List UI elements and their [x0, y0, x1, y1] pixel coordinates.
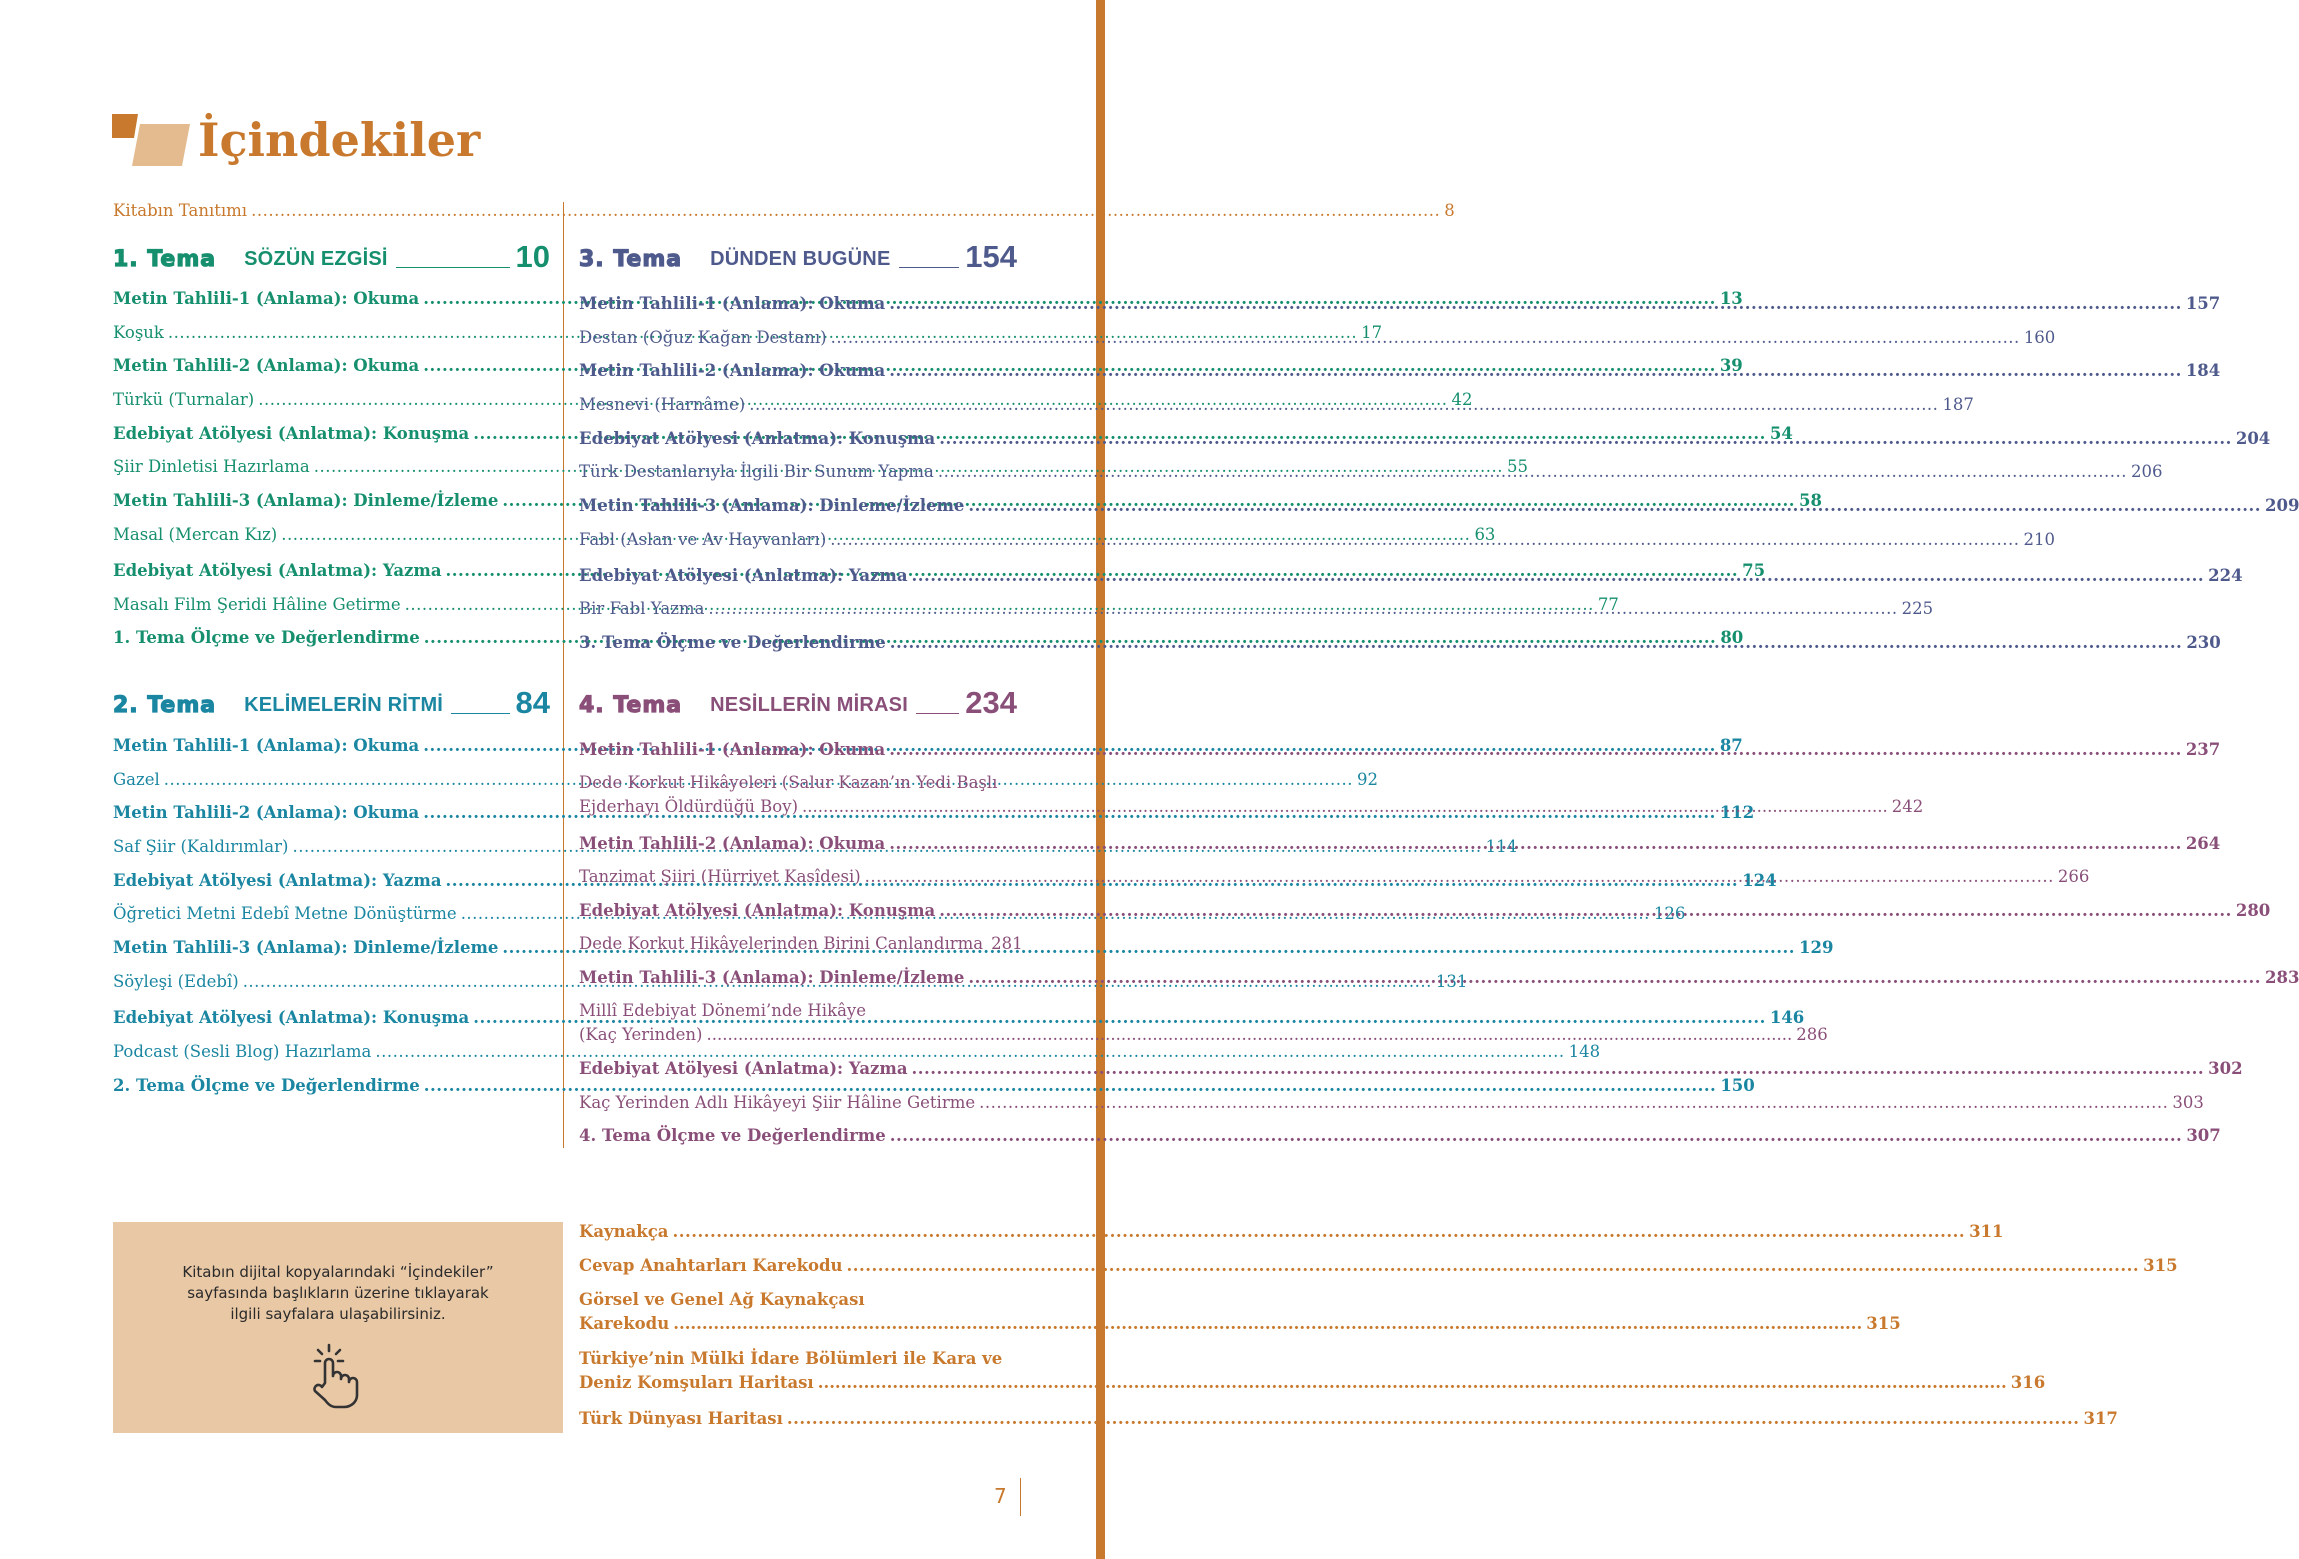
page-number-rule [1020, 1478, 1021, 1516]
leader-dots [830, 529, 2019, 551]
theme-rule [916, 713, 959, 715]
leader-dots [708, 598, 1897, 620]
leader-dots [939, 900, 2232, 922]
toc-entry-label: Ejderhayı Öldürdüğü Boy) [579, 797, 799, 816]
leader-dots [847, 1255, 2140, 1277]
toc-entry-page: 286 [1796, 1025, 1828, 1044]
leader-dots [889, 293, 2182, 315]
toc-entry[interactable] [113, 355, 1743, 377]
toc-entry-page: 302 [2208, 1059, 2243, 1078]
toc-entry-page: 124 [1742, 871, 1777, 890]
toc-entry-label-line1: Dede Korkut Hikâyeleri (Salur Kazan’ın Yedi Başlı [579, 773, 998, 792]
toc-entry-page: 210 [2023, 530, 2055, 549]
toc-entry-page: 146 [1769, 1008, 1805, 1027]
theme-number: 1. Tema [113, 247, 217, 272]
leader-dots [749, 394, 1938, 416]
theme-number: 4. Tema [579, 693, 683, 718]
info-text-line: ilgili sayfalara ulaşabilirsiniz. [230, 1305, 446, 1323]
toc-entry-page: 80 [1720, 628, 1744, 647]
toc-entry-label: Türkü (Turnalar) [113, 390, 255, 409]
toc-entry-label: Şiir Dinletisi Hazırlama [113, 457, 310, 476]
theme-number: 2. Tema [113, 693, 217, 718]
toc-entry-page: 75 [1742, 561, 1766, 580]
toc-entry-page: 264 [2185, 834, 2221, 853]
leader-dots [831, 327, 2020, 349]
toc-entry-label: Metin Tahlili-3 (Anlama): Dinleme/İzleme [579, 968, 965, 987]
toc-entry-appendix[interactable] [579, 1347, 2046, 1395]
toc-entry-label: Fabl (Aslan ve Av Hayvanları) [579, 530, 827, 549]
leader-dots [818, 1371, 2007, 1395]
toc-entry-label: Metin Tahlili-1 (Anlama): Okuma [113, 289, 420, 308]
toc-entry-label: Metin Tahlili-1 (Anlama): Okuma [579, 294, 886, 313]
toc-entry-label: 4. Tema Ölçme ve Değerlendirme [579, 1126, 886, 1145]
toc-entry-page: 307 [2186, 1126, 2221, 1145]
toc-entry[interactable] [579, 1058, 2243, 1080]
theme-name: SÖZÜN EZGİSİ [244, 248, 388, 270]
toc-entry-label: Tanzimat Şiiri (Hürriyet Kasîdesi) [579, 867, 861, 886]
toc-entry-label: Edebiyat Atölyesi (Anlatma): Konuşma [579, 901, 936, 920]
title-decoration-icon [112, 114, 192, 166]
leader-dots [251, 200, 1440, 222]
theme-rule [899, 267, 960, 269]
toc-entry-page: 17 [1361, 323, 1383, 342]
toc-entry-label: Metin Tahlili-3 (Anlama): Dinleme/İzleme [113, 938, 499, 957]
theme-page: 84 [515, 685, 550, 720]
toc-entry-appendix[interactable] [579, 1255, 2178, 1277]
toc-entry-page: 184 [2185, 361, 2221, 380]
toc-entry[interactable] [579, 1092, 2204, 1114]
toc-entry-page: 58 [1799, 491, 1822, 510]
toc-entry[interactable] [113, 288, 1743, 310]
leader-dots [890, 1125, 2183, 1147]
toc-entry-label: Masal (Mercan Kız) [113, 525, 278, 544]
toc-entry-label: Edebiyat Atölyesi (Anlatma): Konuşma [579, 429, 936, 448]
page-number: 7 [994, 1484, 1007, 1508]
toc-entry-label: Koşuk [113, 323, 164, 342]
theme-header-4[interactable] [579, 684, 1017, 720]
leader-dots [889, 833, 2182, 855]
toc-entry-page: 316 [2010, 1373, 2046, 1392]
toc-entry-label: Podcast (Sesli Blog) Hazırlama [113, 1042, 372, 1061]
toc-entry-label: Metin Tahlili-2 (Anlama): Okuma [113, 356, 420, 375]
theme-page: 154 [965, 239, 1017, 274]
toc-entry-label: Destan (Oğuz Kağan Destanı) [579, 328, 827, 347]
toc-entry-label: Edebiyat Atölyesi (Anlatma): Konuşma [113, 1008, 470, 1027]
toc-entry-page: 150 [1720, 1076, 1755, 1095]
leader-dots [912, 565, 2205, 587]
leader-dots [865, 866, 2054, 888]
theme-rule [396, 267, 510, 269]
page-title: İçindekiler [198, 113, 481, 167]
toc-entry-label: Masalı Film Şeridi Hâline Getirme [113, 595, 401, 614]
toc-entry-page: 242 [1891, 797, 1924, 816]
toc-entry-label: 1. Tema Ölçme ve Değerlendirme [113, 628, 420, 647]
toc-entry[interactable] [113, 560, 1766, 582]
theme-page: 234 [965, 685, 1017, 720]
toc-entry-label: (Kaç Yerinden) [579, 1025, 703, 1044]
info-text [113, 1262, 563, 1325]
toc-entry-label: Kaç Yerinden Adlı Hikâyeyi Şiir Hâline Getirme [579, 1093, 976, 1112]
toc-entry-label: Öğretici Metni Edebî Metne Dönüştürme [113, 904, 457, 923]
leader-dots [939, 428, 2232, 450]
toc-entry-page: 280 [2235, 901, 2271, 920]
theme-number: 3. Tema [579, 247, 683, 272]
toc-entry-label-line1: Türkiye’nin Mülki İdare Bölümleri ile Kara ve [579, 1349, 1003, 1368]
toc-entry-page: 114 [1485, 837, 1518, 856]
toc-entry-page: 8 [1444, 201, 1455, 220]
toc-entry-label: Deniz Komşuları Haritası [579, 1373, 814, 1392]
toc-entry-label: Gazel [113, 770, 160, 789]
toc-entry-label: Edebiyat Atölyesi (Anlatma): Yazma [579, 566, 908, 585]
toc-entry-page: 303 [2172, 1093, 2204, 1112]
toc-entry-page: 204 [2235, 429, 2271, 448]
toc-entry-page: 225 [1901, 599, 1934, 618]
toc-entry-page: 77 [1597, 595, 1619, 614]
theme-name: NESİLLERİN MİRASI [710, 694, 908, 716]
toc-entry-page: 63 [1474, 525, 1496, 544]
toc-entry-page: 112 [1719, 803, 1755, 822]
leader-dots [968, 967, 2261, 989]
toc-entry-label: Metin Tahlili-2 (Anlama): Okuma [113, 803, 420, 822]
toc-entry-label: Metin Tahlili-1 (Anlama): Okuma [113, 736, 420, 755]
info-text-line: sayfasında başlıkların üzerine tıklayarak [187, 1284, 489, 1302]
theme-name: DÜNDEN BUGÜNE [710, 248, 891, 270]
theme-header-3[interactable] [579, 238, 1017, 274]
toc-entry-label: Edebiyat Atölyesi (Anlatma): Yazma [113, 871, 442, 890]
toc-entry-label: Metin Tahlili-3 (Anlama): Dinleme/İzleme [113, 491, 499, 510]
toc-entry-label: Edebiyat Atölyesi (Anlatma): Yazma [113, 561, 442, 580]
leader-dots [672, 1221, 1965, 1243]
tap-hand-icon [309, 1343, 361, 1409]
toc-entry-label: Metin Tahlili-1 (Anlama): Okuma [579, 740, 886, 759]
toc-entry-label: Metin Tahlili-2 (Anlama): Okuma [579, 361, 886, 380]
toc-entry-page: 187 [1942, 395, 1974, 414]
toc-entry-label: Saf Şiir (Kaldırımlar) [113, 837, 289, 856]
toc-entry-page: 131 [1435, 972, 1468, 991]
toc-entry-appendix[interactable] [579, 1221, 2004, 1243]
toc-entry-page: 317 [2083, 1409, 2118, 1428]
toc-entry-page: 160 [2023, 328, 2056, 347]
toc-entry-page: 237 [2185, 740, 2221, 759]
leader-dots [912, 1058, 2205, 1080]
info-text-line: Kitabın dijital kopyalarındaki “İçindekiler” [182, 1263, 494, 1281]
theme-page: 10 [515, 239, 550, 274]
toc-entry[interactable] [579, 1125, 2221, 1147]
toc-entry-label: 2. Tema Ölçme ve Değerlendirme [113, 1076, 420, 1095]
toc-entry-appendix[interactable] [579, 1408, 2118, 1430]
leader-dots [889, 739, 2182, 761]
leader-dots [673, 1312, 1862, 1336]
toc-entry[interactable] [113, 1075, 1755, 1097]
leader-dots [890, 632, 2183, 654]
toc-entry-page: 209 [2265, 496, 2299, 515]
toc-entry-label: Metin Tahlili-2 (Anlama): Okuma [579, 834, 886, 853]
toc-entry[interactable] [113, 423, 1793, 445]
theme-name: KELİMELERİN RİTMİ [244, 694, 444, 716]
toc-entry-label-line1: Görsel ve Genel Ağ Kaynakçası [579, 1290, 865, 1309]
toc-entry-intro[interactable] [113, 200, 1455, 222]
toc-entry-page: 129 [1799, 938, 1834, 957]
toc-entry-label: Edebiyat Atölyesi (Anlatma): Yazma [579, 1059, 908, 1078]
toc-entry-page: 281 [991, 934, 1023, 953]
toc-entry-label: Türk Dünyası Haritası [579, 1409, 783, 1428]
toc-entry-label: Kitabın Tanıtımı [113, 201, 248, 220]
toc-entry-page: 54 [1769, 424, 1793, 443]
toc-entry-page: 206 [2131, 462, 2163, 481]
toc-entry[interactable] [579, 933, 1023, 955]
toc-entry-page: 315 [2143, 1256, 2178, 1275]
toc-entry-page: 42 [1451, 390, 1473, 409]
theme-rule [451, 713, 509, 715]
toc-entry-page: 283 [2265, 968, 2299, 987]
toc-entry-label: Dede Korkut Hikâyelerinden Birini Canlandırma [579, 934, 984, 953]
toc-entry-label-line1: Millî Edebiyat Dönemi’nde Hikâye [579, 1001, 867, 1020]
toc-entry-label: Edebiyat Atölyesi (Anlatma): Konuşma [113, 424, 470, 443]
leader-dots [787, 1408, 2080, 1430]
toc-entry[interactable] [113, 735, 1743, 757]
toc-entry-page: 92 [1356, 770, 1378, 789]
leader-dots [938, 461, 2127, 483]
toc-entry-page: 87 [1719, 736, 1743, 755]
toc-entry-page: 230 [2186, 633, 2221, 652]
toc-entry-label: Mesnevi (Harnâme) [579, 395, 746, 414]
theme-header-2[interactable] [113, 684, 550, 720]
toc-entry-label: Bir Fabl Yazma [579, 599, 705, 618]
toc-entry[interactable] [113, 490, 1822, 512]
toc-entry-label: Cevap Anahtarları Karekodu [579, 1256, 843, 1275]
toc-entry-page: 55 [1506, 457, 1528, 476]
toc-entry-label: 3. Tema Ölçme ve Değerlendirme [579, 633, 886, 652]
toc-entry-page: 13 [1719, 289, 1743, 308]
toc-entry[interactable] [113, 1041, 1601, 1063]
toc-entry-page: 315 [1866, 1314, 1901, 1333]
toc-entry-label: Türk Destanlarıyla İlgili Bir Sunum Yapma [579, 462, 934, 481]
toc-entry-page: 39 [1719, 356, 1743, 375]
toc-entry-page: 157 [2185, 294, 2221, 313]
toc-entry-label: Kaynakça [579, 1222, 669, 1241]
toc-entry-label: Karekodu [579, 1314, 670, 1333]
toc-entry-page: 224 [2208, 566, 2243, 585]
leader-dots [889, 360, 2182, 382]
theme-header-1[interactable] [113, 238, 550, 274]
toc-entry-label: Söyleşi (Edebî) [113, 972, 239, 991]
leader-dots [802, 795, 1888, 819]
leader-dots [979, 1092, 2168, 1114]
toc-entry-page: 311 [1969, 1222, 2004, 1241]
leader-dots [707, 1023, 1793, 1047]
toc-entry-page: 148 [1568, 1042, 1601, 1061]
toc-entry-page: 266 [2057, 867, 2090, 886]
leader-dots [968, 495, 2261, 517]
toc-entry-page: 126 [1653, 904, 1686, 923]
toc-entry-appendix[interactable] [579, 1288, 1901, 1336]
toc-entry-label: Metin Tahlili-3 (Anlama): Dinleme/İzleme [579, 496, 965, 515]
